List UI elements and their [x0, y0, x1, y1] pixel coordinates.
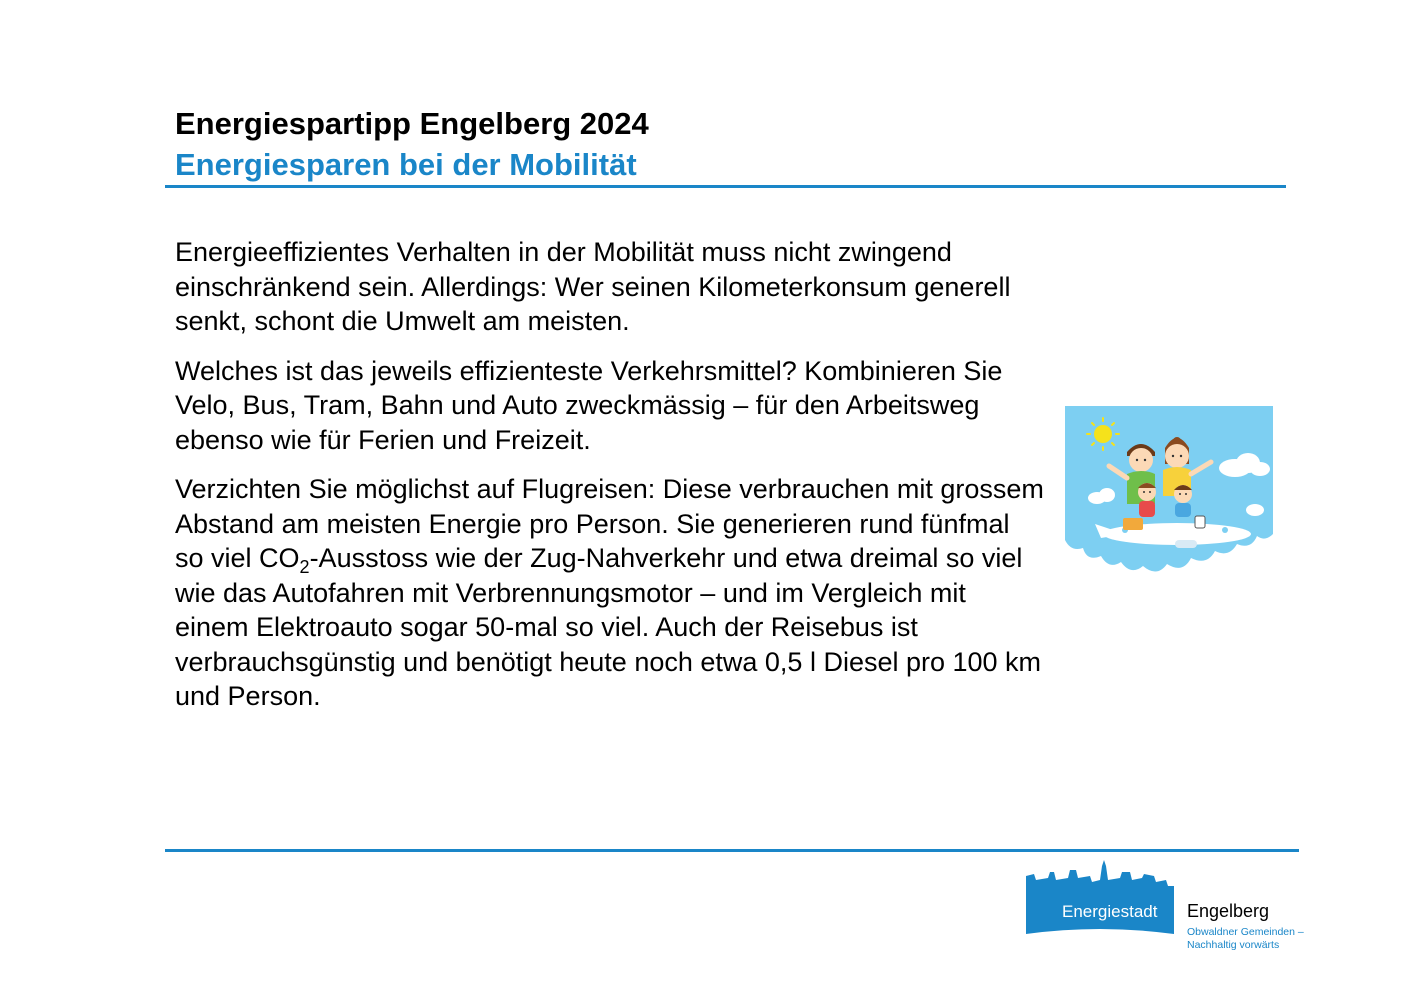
paragraph-1: Energieeffizientes Verhalten in der Mobilität muss nicht zwingend einschränkend sein. Allerdings: Wer seinen Kilometerkonsum generell senkt, schont die Umwelt am meisten.: [175, 237, 1011, 336]
logo-tagline-2: Nachhaltig vorwärts: [1187, 939, 1280, 951]
co2-subscript: 2: [299, 557, 310, 577]
energiestadt-logo: [1024, 858, 1314, 958]
logo-tagline-1: Obwaldner Gemeinden –: [1187, 926, 1304, 938]
paragraph-3-part-2: -Ausstoss wie der Zug-Nahverkehr und etwa dreimal so viel wie das Autofahren mit Verbrennungsmotor – und im Vergleich mit einem Elektroauto sogar 50-mal so viel. Auch der Reisebus ist verbrauchsgünstig und benötigt heute noch etwa 0,5 l Diesel pro 100 km und Person.: [175, 543, 1042, 711]
paragraph-2: Welches ist das jeweils effizienteste Verkehrsmittel? Kombinieren Sie Velo, Bus, Tram, Bahn und Auto zweckmässig – für den Arbeitsweg ebenso wie für Ferien und Freizeit.: [175, 355, 1003, 455]
logo-place-name: Engelberg: [1187, 901, 1270, 921]
header-divider: [165, 185, 1286, 188]
paragraph-3: [175, 472, 1045, 714]
logo-wordmark: Energiestadt: [1062, 902, 1158, 921]
body-text: [175, 235, 1045, 729]
family-airplane-illustration: [1065, 406, 1273, 580]
skyline-shape: [1026, 860, 1174, 934]
city-skyline-icon: [1024, 858, 1176, 938]
page-title: Energiespartipp Engelberg 2024: [175, 106, 649, 141]
paragraph-3-part-1: Verzichten Sie möglichst auf Flugreisen: Diese verbrauchen mit grossem Abstand am meisten Energie pro Person. Sie generieren rund fünfmal so viel CO: [175, 474, 1044, 573]
page-subtitle: Energiesparen bei der Mobilität: [175, 147, 637, 182]
footer-divider: [165, 849, 1299, 852]
